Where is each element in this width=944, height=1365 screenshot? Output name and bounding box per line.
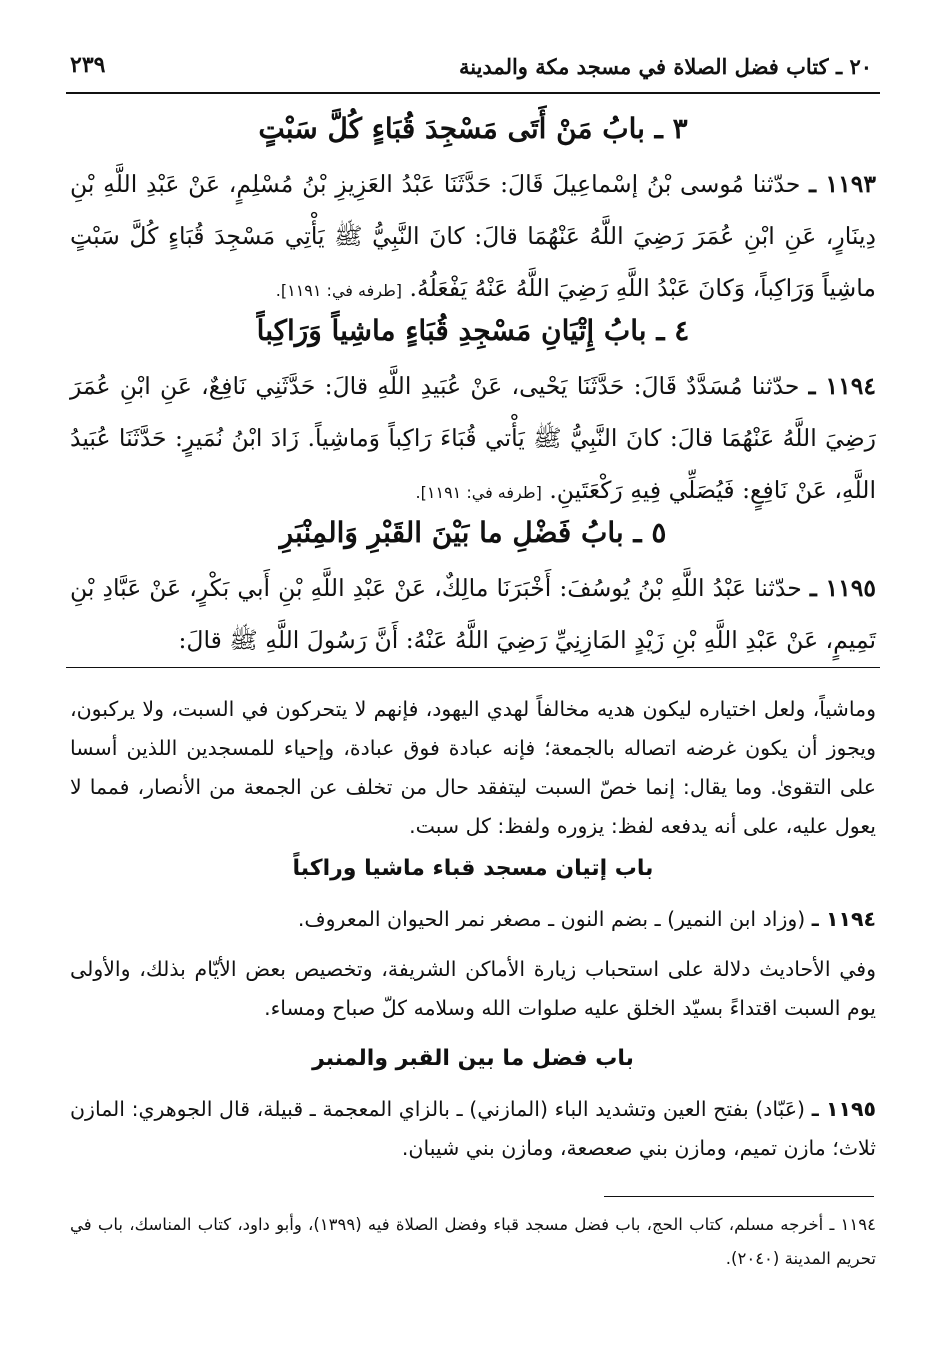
note-number: ١١٩٥ ـ	[811, 1097, 876, 1121]
chapter-title-4: ٤ ـ بابُ إِتْيَانِ مَسْجِدِ قُبَاءٍ ماشِياً وَرَاكِباً	[256, 314, 690, 347]
hadith-text: حدّثنا مُوسى بْنُ إسْماعِيلَ قَالَ: حَدَّثَنَا عَبْدُ العَزِيزِ بْنُ مُسْلِمٍ، عَنْ عَبْدِ اللَّهِ بْنِ دِينَارٍ، عَنِ ابْنِ عُمَرَ رَضِيَ اللَّهُ عَنْهُمَا قالَ: كانَ النَّبِيُّ ﷺ يَأْتِي مَسْجِدَ قُبَاءٍ كُلَّ سَبْتٍ ماشِياً وَرَاكِباً، وَكانَ عَبْدُ اللَّهِ رَضِيَ اللَّهُ عَنْهُ يَفْعَلُهُ.	[70, 170, 876, 302]
commentary-paragraph-1: وماشياً، ولعل اختياره ليكون هديه مخالفاً لهدي اليهود، فإنهم لا يتحركون في السبت، ولا يركبون، ويجوز أن يكون غرضه اتصاله بالجمعة؛ فإنه عبادة فوق عبادة، وإحياء للمسجدين اللذين أسسا على التقوىٰ. وما يقال: إنما خصّ السبت ليتفقد حال من تخلف عن الجمعة من الأنصار، فمما لا يعول عليه، على أنه يدفعه لفظ: يزوره ولفظ: كل سبت.	[70, 697, 876, 838]
hadith-number: ١١٩٥ ـ	[809, 574, 876, 602]
cross-reference: [طرفه في: ١١٩١].	[275, 281, 403, 300]
hadith-text: حدّثنا عَبْدُ اللَّهِ بْنُ يُوسُفَ: أَخْبَرَنَا مالِكٌ، عَنْ عَبْدِ اللَّهِ بْنِ أَبي بَكْرٍ، عَنْ عَبَّادِ بْنِ تَمِيمٍ، عَنْ عَبْدِ اللَّهِ بْنِ زَيْدٍ المَازِنِيِّ رَضِيَ اللَّهُ عَنْهُ: أَنَّ رَسُولَ اللَّهِ ﷺ قالَ:	[70, 574, 876, 654]
hadith-number: ١١٩٣ ـ	[809, 170, 876, 198]
commentary-paragraph-2: وفي الأحاديث دلالة على استحباب زيارة الأماكن الشريفة، وتخصيص بعض الأيّام بذلك، والأولى يوم السبت اقتداءً بسيّد الخلق عليه صلوات الله وسلامه كلّ صباح ومساء.	[70, 957, 876, 1020]
hadith-1195	[70, 562, 876, 666]
hadith-number: ١١٩٤ ـ	[808, 372, 876, 400]
hadith-text: حدّثنا مُسَدَّدٌ قَالَ: حَدَّثَنَا يَحْيى، عَنْ عُبَيدِ اللَّهِ قالَ: حَدَّثَنِي نَافِعٌ، عَنِ ابْنِ عُمَرَ رَضِيَ اللَّهُ عَنْهُمَا قالَ: كانَ النَّبِيُّ ﷺ يَأْتي قُبَاءَ رَاكِباً وَماشِياً. زَادَ ابْنُ نُمَيرٍ: حَدَّثَنَا عُبَيدُ اللَّهِ، عَنْ نَافِعٍ: فَيُصَلِّي فِيهِ رَكْعَتَينِ.	[70, 372, 876, 504]
footnote-rule	[604, 1196, 874, 1197]
note-number: ١١٩٤ ـ	[811, 907, 876, 931]
chapter-title-5: ٥ ـ بابُ فَضْلِ ما بَيْنَ القَبْرِ وَالمِنْبَرِ	[279, 516, 667, 549]
note-text: (وزاد ابن النمير) ـ بضم النون ـ مصغر نمر الحيوان المعروف.	[297, 907, 806, 931]
running-title: ٢٠ ـ كتاب فضل الصلاة في مسجد مكة والمدينة	[458, 54, 872, 79]
hadith-1194	[70, 360, 876, 519]
page-number: ٢٣٩	[70, 52, 106, 78]
hadith-1193	[70, 158, 876, 317]
note-text: (عَبّاد) بفتح العين وتشديد الباء (المازني) ـ بالزاي المعجمة ـ قبيلة، قال الجوهري: المازن ثلاث؛ مازن تميم، ومازن بني صعصعة، ومازن بني شيبان.	[70, 1097, 876, 1160]
commentary-note-1195	[70, 1090, 876, 1168]
commentary-note-1194	[70, 900, 876, 939]
footnote-text: أخرجه مسلم، كتاب الحج، باب فضل مسجد قباء وفضل الصلاة فيه (١٣٩٩)، وأبو داود، كتاب المناسك، باب في تحريم المدينة (٢٠٤٠).	[70, 1215, 876, 1268]
footnote-number: ١١٩٤ ـ	[829, 1215, 876, 1234]
commentary-rule	[66, 667, 880, 668]
commentary-heading-2: باب إتيان مسجد قباء ماشيا وراكباً	[292, 856, 654, 881]
commentary-heading-3: باب فضل ما بين القبر والمنبر	[312, 1046, 634, 1071]
cross-reference: [طرفه في: ١١٩١].	[415, 483, 542, 502]
chapter-title-3: ٣ ـ بابُ مَنْ أَتَى مَسْجِدَ قُبَاءٍ كُلَّ سَبْتٍ	[258, 112, 688, 145]
footnote	[70, 1208, 876, 1276]
header-rule	[66, 92, 880, 94]
